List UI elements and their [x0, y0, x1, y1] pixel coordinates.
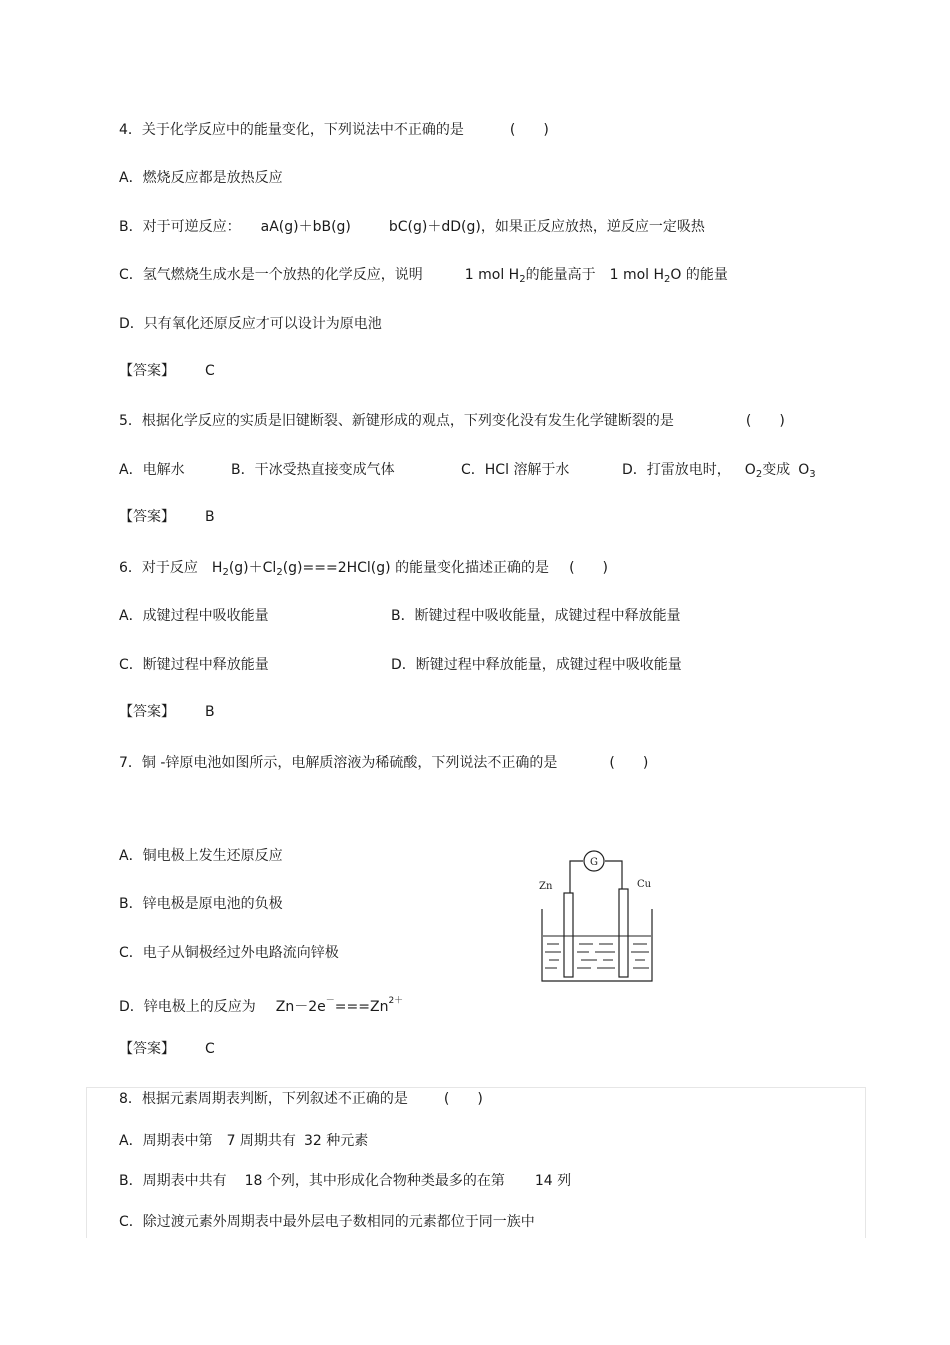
- wire-right: [605, 861, 622, 889]
- zinc-label: Zn: [539, 881, 553, 892]
- q6-option-c: C．断键过程中释放能量: [119, 657, 269, 673]
- q5-option-a: A．电解水: [119, 462, 185, 478]
- q5-option-d: D．打雷放电时， $O_2$变成 $O_3$: [622, 462, 816, 480]
- zinc-electrode: [564, 893, 573, 977]
- q7-option-b: B．锌电极是原电池的负极: [119, 896, 283, 912]
- q6-answer: 【答案】 B: [119, 704, 215, 720]
- q6-option-a: A．成键过程中吸收能量: [119, 608, 269, 624]
- q7-option-a: A．铜电极上发生还原反应: [119, 848, 283, 864]
- q4-option-d: D．只有氧化还原反应才可以设计为原电池: [119, 316, 382, 332]
- q8-stem: 8．根据元素周期表判断，下列叙述不正确的是 ( ): [119, 1091, 483, 1107]
- q7-stem: 7．铜 -锌原电池如图所示，电解质溶液为稀硫酸，下列说法不正确的是 ( ): [119, 755, 649, 771]
- q4-option-b: B．对于可逆反应： aA(g)＋bB(g) bC(g)＋dD(g)，如果正反应放热，逆反应一定吸热: [119, 219, 705, 235]
- q4-option-a: A．燃烧反应都是放热反应: [119, 170, 283, 186]
- q6-option-b: B．断键过程中吸收能量，成键过程中释放能量: [391, 608, 681, 624]
- q5-answer: 【答案】 B: [119, 509, 215, 525]
- wire-left: [570, 861, 583, 893]
- q6-option-d: D．断键过程中释放能量，成键过程中吸收能量: [391, 657, 682, 673]
- q7-option-c: C．电子从铜极经过外电路流向锌极: [119, 945, 339, 961]
- q8-option-a: A．周期表中第 7 周期共有 32 种元素: [119, 1133, 369, 1149]
- q4-stem: 4．关于化学反应中的能量变化，下列说法中不正确的是 ( ): [119, 122, 549, 138]
- q4-answer: 【答案】 C: [119, 363, 215, 379]
- copper-electrode: [619, 889, 628, 977]
- q4-option-c: C．氢气燃烧生成水是一个放热的化学反应，说明 1 mol $H_2$的能量高于 1 mol $H_2O$ 的能量: [119, 267, 728, 285]
- q8-option-c: C．除过渡元素外周期表中最外层电子数相同的元素都位于同一族中: [119, 1214, 535, 1230]
- electrolyte-solution: [543, 936, 651, 968]
- beaker: [542, 909, 652, 981]
- q5-option-c: C．HCl 溶解于水: [461, 462, 570, 478]
- q8-option-b: B．周期表中共有 18 个列，其中形成化合物种类最多的在第 14 列: [119, 1173, 572, 1189]
- q7-answer: 【答案】 C: [119, 1041, 215, 1057]
- q6-stem: 6．对于反应 $H_2(g)+Cl_2(g)===2HCl(g)$ 的能量变化描述正确的是 ( ): [119, 560, 608, 578]
- q7-option-d: D．锌电极上的反应为 $Zn-2e^-===Zn^{2+}$: [119, 996, 404, 1015]
- q5-stem: 5．根据化学反应的实质是旧键断裂、新键形成的观点，下列变化没有发生化学键断裂的是 ( ): [119, 413, 785, 429]
- copper-label: Cu: [637, 879, 652, 890]
- q5-option-b: B．干冰受热直接变成气体: [231, 462, 395, 478]
- galvanometer-label: G: [590, 857, 598, 868]
- galvanic-cell-diagram: [533, 845, 658, 985]
